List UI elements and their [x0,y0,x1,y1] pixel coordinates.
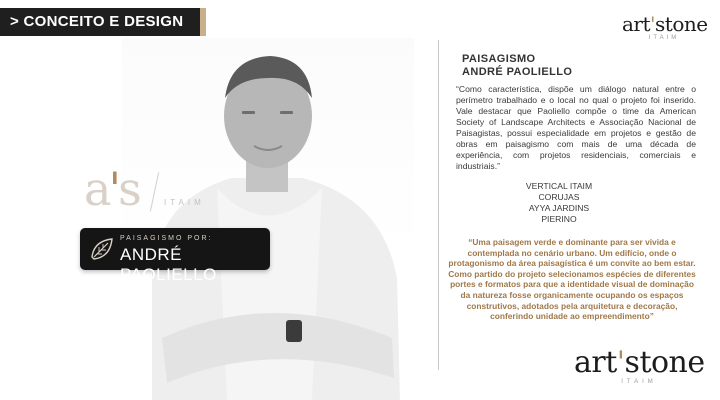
card-label: PAISAGISMO POR: [120,235,213,242]
list-item: AYYA JARDINS [528,203,590,213]
list-item: CORUJAS [538,192,580,202]
header-accent [200,8,206,36]
monogram-logo [84,162,264,222]
logo-wordmark: art'stone [622,12,708,36]
list-item: PIERINO [541,214,577,224]
monogram-subtitle: ITAIM [164,198,205,207]
leaf-icon [88,235,116,263]
project-list [506,181,612,225]
monogram-divider [150,172,159,211]
brand-logo-bottom [574,345,705,390]
vertical-watermark-line [701,95,709,345]
designer-description: “Como característica, dispõe um diálogo natural entre o perímetro trabalhado e o local no qual o projeto foi inserido. Vale destacar que Paoliello compõe o time da American Society of Landscape Architects e Associação Nacional de Paisagistas, possui especialidade em projetos e gestão de obras em paisagismo com mais de uma década de experiência, com projetos residenciais, comerciais e industriais.” [456,84,696,171]
logo-subtitle: ITAIM [621,379,657,385]
logo-wordmark: art'stone [574,345,705,380]
section-title: PAISAGISMO [462,53,536,65]
logo-subtitle: ITAIM [648,35,680,41]
monogram-letters: a's [84,162,139,216]
brand-logo-top [622,14,706,44]
list-item: VERTICAL ITAIM [525,181,593,191]
designer-name-card [80,228,270,284]
card-designer-name: ANDRÉ PAOLIELLO [120,245,217,284]
section-designer-name: ANDRÉ PAOLIELLO [462,66,573,78]
column-divider [438,40,439,370]
page-title: > CONCEITO E DESIGN [10,13,184,30]
landscape-concept-quote: “Uma paisagem verde e dominante para ser vivida e contemplada no cenário urbano. Um edifício, onde o protagonismo da área paisagística é um convite ao bem estar. Como partido do projeto selecionamos espécies de diferentes portes e formatos para que a identidade visual de dominação da natureza fosse organicamente ocupando os espaços construtivos, adotados pela arquitetura e decoração, conferindo unidade ao empreendimento” [448,237,696,322]
